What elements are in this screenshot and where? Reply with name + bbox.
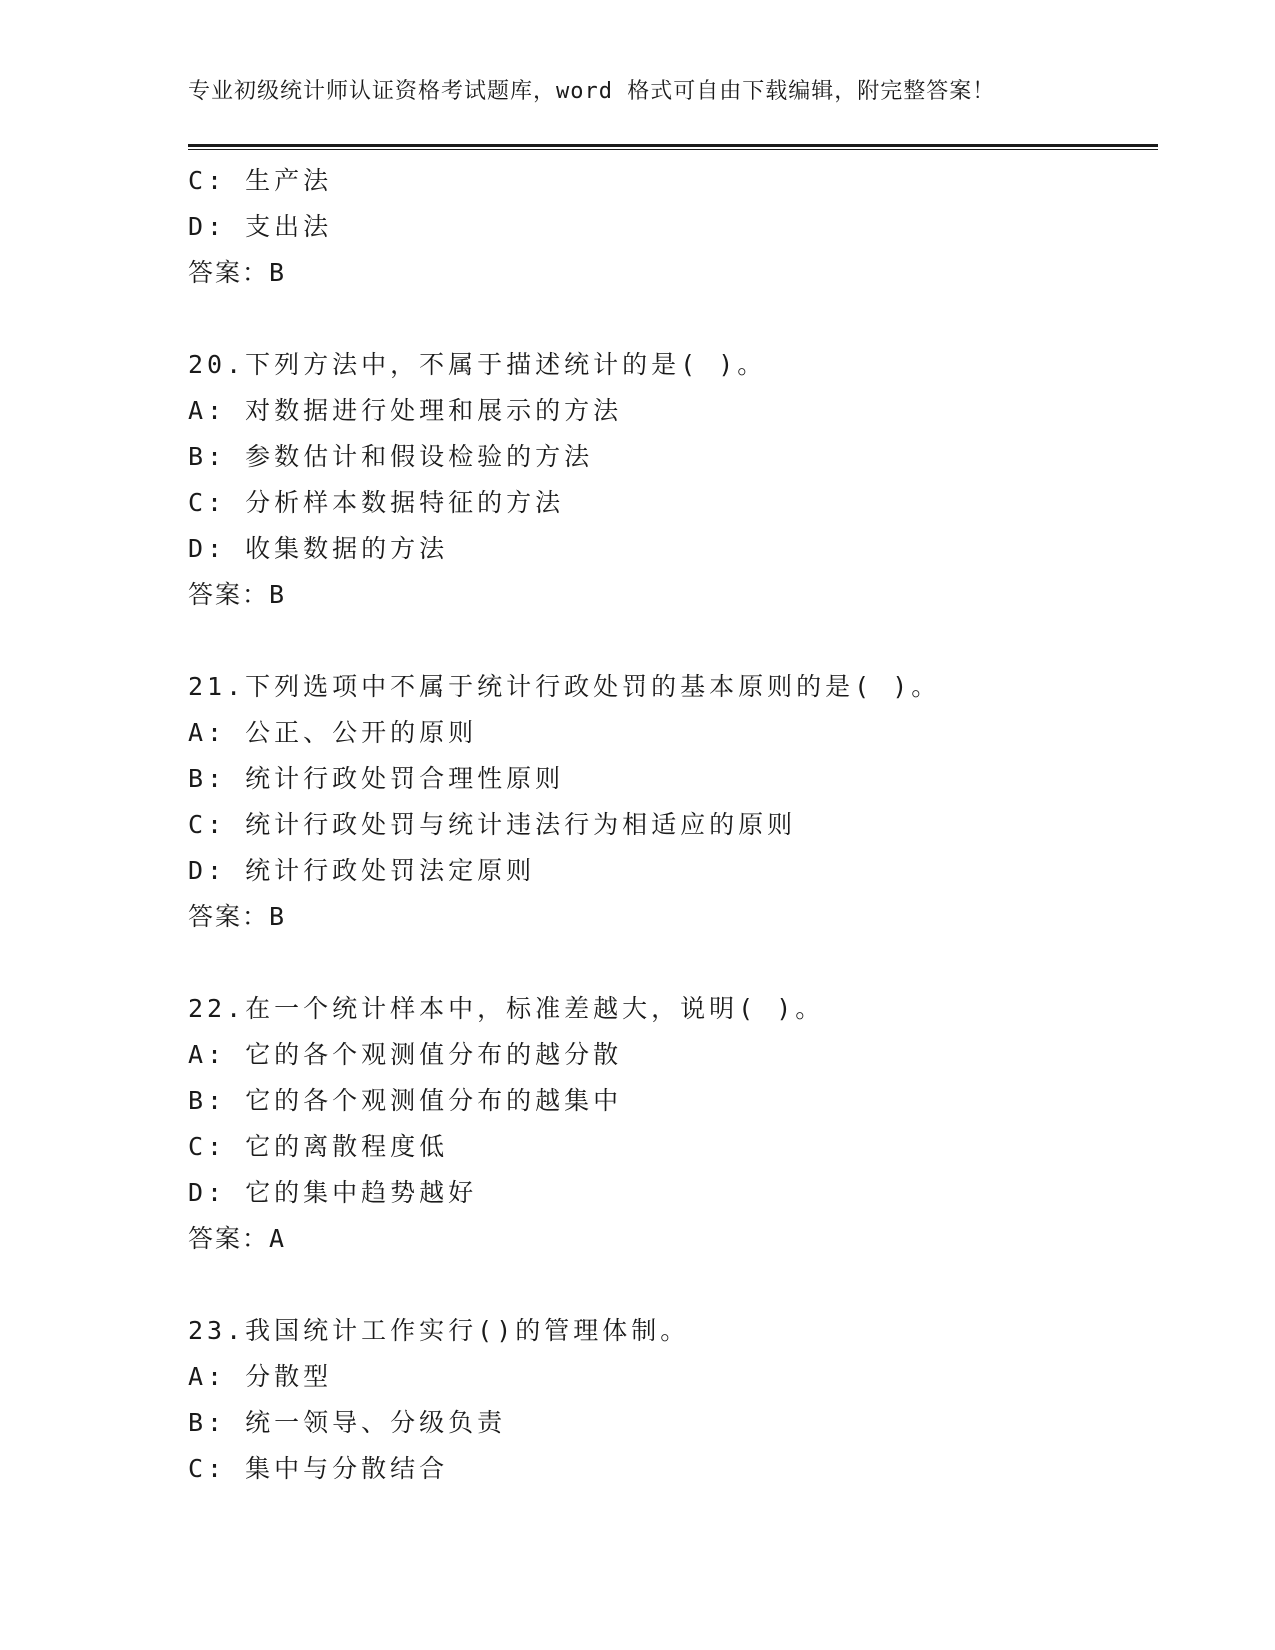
question-23 bbox=[188, 1308, 1158, 1492]
header-divider-thin bbox=[188, 149, 1158, 150]
question-20 bbox=[188, 342, 1158, 618]
header-divider-thick bbox=[188, 144, 1158, 147]
option-b: B: 统计行政处罚合理性原则 bbox=[188, 764, 565, 793]
option-a: A: 分散型 bbox=[188, 1362, 333, 1391]
question-stem: 22.在一个统计样本中，标准差越大，说明( )。 bbox=[188, 994, 825, 1023]
answer-line: 答案：B bbox=[188, 902, 287, 931]
page-header: 专业初级统计师认证资格考试题库，word 格式可自由下载编辑，附完整答案！ bbox=[188, 79, 996, 104]
answer-line: 答案：B bbox=[188, 258, 287, 287]
option-c: C: 生产法 bbox=[188, 166, 333, 195]
spacer bbox=[188, 940, 1158, 986]
question-19-continuation bbox=[188, 158, 1158, 296]
option-a: A: 公正、公开的原则 bbox=[188, 718, 478, 747]
question-22 bbox=[188, 986, 1158, 1262]
option-d: D: 统计行政处罚法定原则 bbox=[188, 856, 536, 885]
option-a: A: 它的各个观测值分布的越分散 bbox=[188, 1040, 623, 1069]
option-c: C: 集中与分散结合 bbox=[188, 1454, 449, 1483]
answer-line: 答案：B bbox=[188, 580, 287, 609]
answer-line: 答案：A bbox=[188, 1224, 287, 1253]
question-stem: 23.我国统计工作实行()的管理体制。 bbox=[188, 1316, 690, 1345]
option-b: B: 参数估计和假设检验的方法 bbox=[188, 442, 594, 471]
option-d: D: 它的集中趋势越好 bbox=[188, 1178, 478, 1207]
spacer bbox=[188, 618, 1158, 664]
option-b: B: 它的各个观测值分布的越集中 bbox=[188, 1086, 623, 1115]
option-a: A: 对数据进行处理和展示的方法 bbox=[188, 396, 623, 425]
question-list bbox=[188, 158, 1158, 1492]
option-d: D: 支出法 bbox=[188, 212, 333, 241]
option-c: C: 它的离散程度低 bbox=[188, 1132, 449, 1161]
question-stem: 20.下列方法中，不属于描述统计的是( )。 bbox=[188, 350, 767, 379]
option-c: C: 统计行政处罚与统计违法行为相适应的原则 bbox=[188, 810, 797, 839]
spacer bbox=[188, 1262, 1158, 1308]
question-21 bbox=[188, 664, 1158, 940]
spacer bbox=[188, 296, 1158, 342]
option-b: B: 统一领导、分级负责 bbox=[188, 1408, 507, 1437]
question-stem: 21.下列选项中不属于统计行政处罚的基本原则的是( )。 bbox=[188, 672, 941, 701]
option-d: D: 收集数据的方法 bbox=[188, 534, 449, 563]
option-c: C: 分析样本数据特征的方法 bbox=[188, 488, 565, 517]
